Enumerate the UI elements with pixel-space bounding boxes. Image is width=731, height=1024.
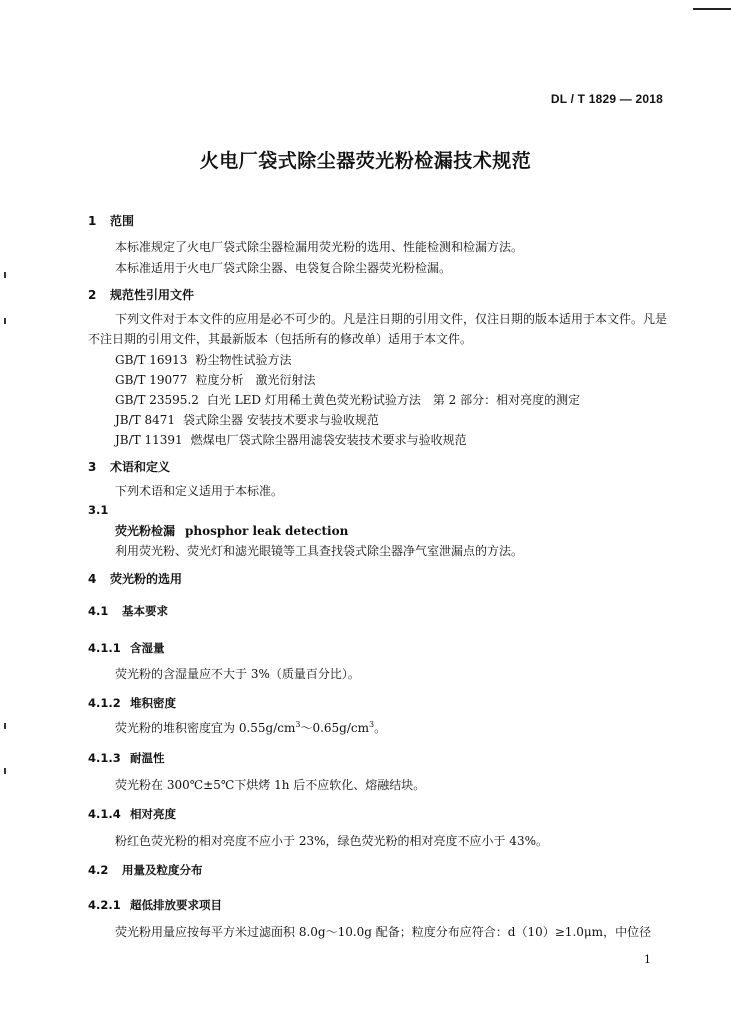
term-chinese: 荧光粉检漏 (115, 524, 176, 538)
clause-text: 荧光粉在 300℃±5℃下烘烤 1h 后不应软化、熔融结块。 (115, 778, 426, 792)
paragraph: 本标准适用于火电厂袋式除尘器、电袋复合除尘器荧光粉检漏。 (115, 261, 452, 275)
clause-number: 4.1.2 (88, 696, 121, 710)
superscript: 3 (369, 720, 375, 729)
document-title: 火电厂袋式除尘器荧光粉检漏技术规范 (199, 150, 532, 172)
scan-margin-mark (4, 272, 6, 278)
superscript: 3 (295, 720, 301, 729)
clause-heading (88, 750, 165, 766)
section-heading (88, 212, 134, 229)
clause-title: 超低排放要求项目 (130, 898, 222, 912)
reference-code: GB/T 23595.2 (115, 393, 199, 407)
clause-number: 4.1.4 (88, 807, 121, 821)
clause-text-part: ～0.65g/cm (300, 721, 369, 735)
reference-code: GB/T 19077 (115, 373, 188, 387)
reference-code: GB/T 16913 (115, 353, 188, 367)
section-heading (88, 570, 182, 587)
clause-title: 含湿量 (130, 641, 165, 655)
subsection-title: 用量及粒度分布 (122, 863, 203, 877)
section-title: 范围 (110, 214, 135, 228)
clause-heading (88, 640, 165, 656)
clause-title: 相对亮度 (130, 807, 176, 821)
scan-margin-mark (4, 768, 6, 774)
clause-number: 4.2.1 (88, 898, 121, 912)
paragraph: 下列文件对于本文件的应用是必不可少的。凡是注日期的引用文件，仅注日期的版本适用于本文件。凡是不注日期的引用文件，其最新版本（包括所有的修改单）适用于本文件。 (88, 312, 668, 346)
section-number: 1 (88, 214, 97, 228)
section-number: 3 (88, 460, 97, 474)
section-heading (88, 458, 170, 475)
section-title: 荧光粉的选用 (110, 572, 183, 586)
subsection-heading (88, 603, 168, 619)
clause-text: 荧光粉用量应按每平方米过滤面积 8.0g～10.0g 配备；粒度分布应符合：d（10）≥1.0μm，中位径 (115, 925, 652, 939)
page-number: 1 (644, 953, 651, 966)
reference-code: JB/T 11391 (115, 433, 183, 447)
clause-title: 耐温性 (130, 751, 165, 765)
section-title: 规范性引用文件 (110, 288, 195, 302)
clause-text-part: 。 (374, 721, 387, 735)
reference-title: 袋式除尘器 安装技术要求与验收规范 (183, 413, 379, 427)
reference-item (115, 371, 315, 388)
clause-heading (88, 806, 176, 822)
section-number: 2 (88, 288, 97, 302)
clause-text: 粉红色荧光粉的相对亮度不应小于 23%，绿色荧光粉的相对亮度不应小于 43%。 (115, 834, 548, 848)
clause-heading (88, 897, 222, 913)
clause-text-part: 荧光粉的堆积密度宜为 0.55g/cm (115, 721, 296, 735)
scan-margin-mark (4, 723, 6, 729)
scan-edge-mark (693, 8, 731, 10)
reference-item (115, 431, 467, 448)
subsection-number: 4.1 (88, 604, 109, 618)
reference-title: 白光 LED 灯用稀土黄色荧光粉试验方法 第 2 部分：相对亮度的测定 (206, 393, 581, 407)
clause-number: 4.1.3 (88, 751, 121, 765)
subsection-number: 4.2 (88, 863, 109, 877)
section-heading (88, 286, 194, 303)
paragraph: 下列术语和定义适用于本标准。 (115, 484, 284, 498)
clause-title: 堆积密度 (130, 696, 176, 710)
paragraph: 本标准规定了火电厂袋式除尘器检漏用荧光粉的选用、性能检测和检漏方法。 (115, 240, 524, 254)
reference-title: 燃煤电厂袋式除尘器用滤袋安装技术要求与验收规范 (190, 433, 467, 447)
reference-code: JB/T 8471 (115, 413, 176, 427)
reference-item (115, 411, 379, 428)
reference-item (115, 351, 291, 368)
term-definition: 利用荧光粉、荧光灯和滤光眼镜等工具查找袋式除尘器净气室泄漏点的方法。 (115, 544, 524, 558)
reference-item (115, 391, 580, 408)
clause-text (115, 719, 386, 736)
subsection-title: 基本要求 (122, 604, 168, 618)
standard-code: DL / T 1829 — 2018 (550, 92, 663, 106)
clause-text: 荧光粉的含湿量应不大于 3%（质量百分比）。 (115, 667, 360, 681)
reference-title: 粉尘物性试验方法 (195, 353, 292, 367)
scan-margin-mark (4, 318, 6, 324)
term-english: phosphor leak detection (185, 524, 349, 538)
term-number: 3.1 (88, 503, 109, 517)
reference-title: 粒度分析 激光衍射法 (195, 373, 316, 387)
subsection-heading (88, 862, 203, 878)
section-title: 术语和定义 (110, 460, 171, 474)
section-number: 4 (88, 572, 97, 586)
term-entry (115, 522, 348, 539)
clause-number: 4.1.1 (88, 641, 121, 655)
clause-heading (88, 695, 176, 711)
